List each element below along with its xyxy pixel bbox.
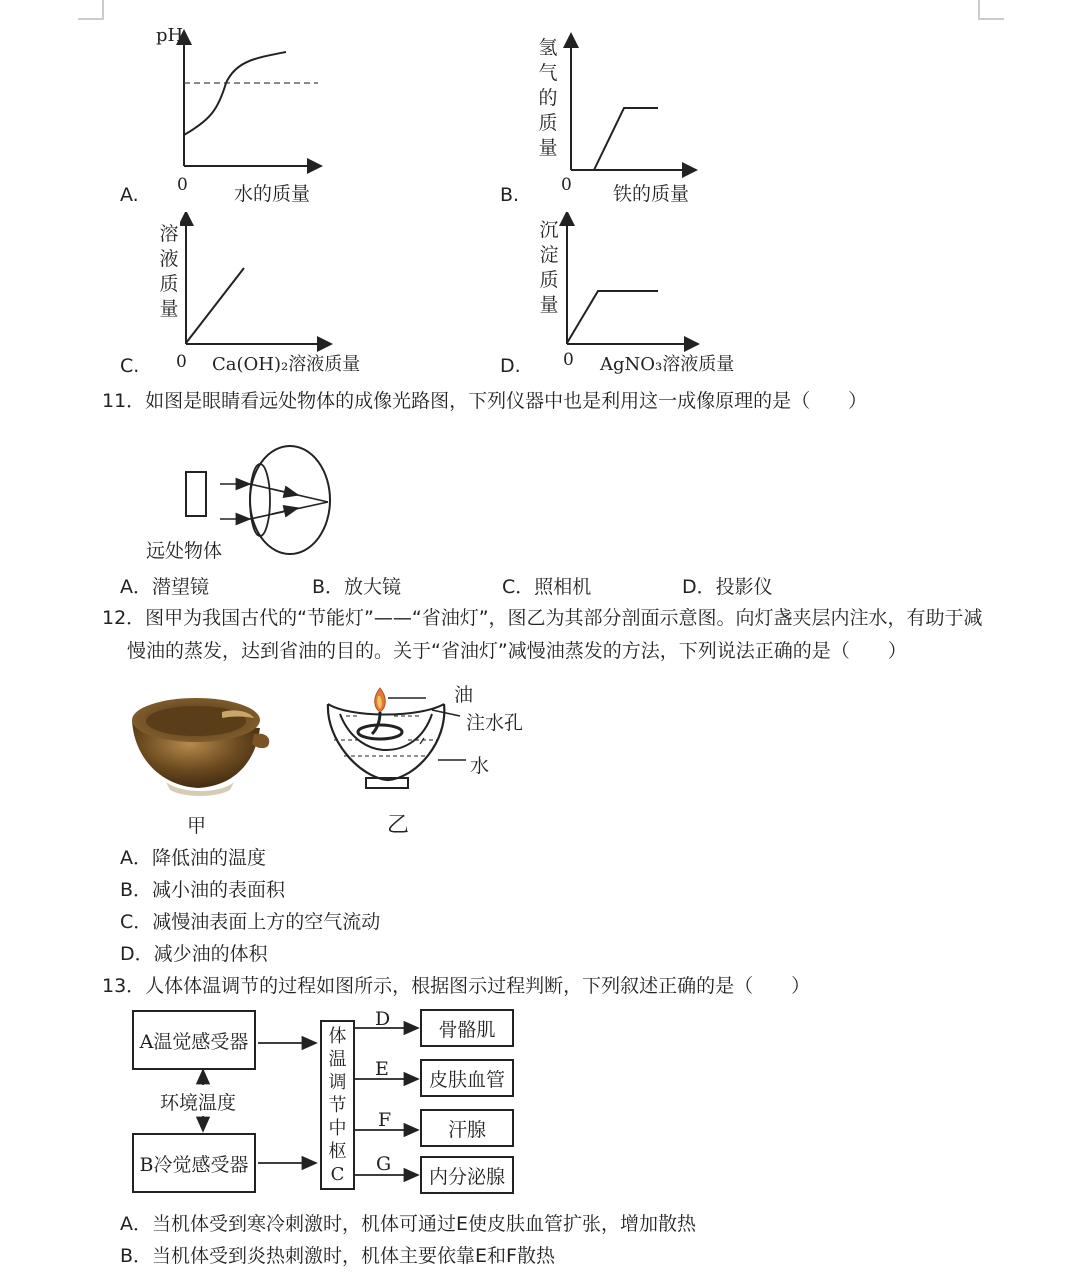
graph-a-curve bbox=[184, 52, 286, 135]
box-skeletal-muscle: 骨骼肌 bbox=[420, 1009, 514, 1047]
corner-mark-right bbox=[978, 0, 1004, 20]
graph-d-option: D. bbox=[500, 355, 521, 377]
ray-top-arrow bbox=[272, 489, 298, 495]
center-char-1: 体 bbox=[328, 1025, 347, 1047]
lens bbox=[250, 464, 270, 536]
q11-option-a[interactable]: A．潜望镜 bbox=[120, 576, 209, 598]
q11-option-b[interactable]: B．放大镜 bbox=[312, 576, 402, 598]
env-temperature: 环境温度 bbox=[160, 1092, 237, 1114]
q13-option-b[interactable]: B．当机体受到炎热刺激时，机体主要依靠E和F散热 bbox=[120, 1245, 555, 1267]
graph-c-option: C. bbox=[120, 355, 140, 377]
graph-a-origin: 0 bbox=[177, 175, 188, 195]
oil-lamp-photo bbox=[126, 688, 276, 800]
graph-b-y-char-3: 的 bbox=[538, 87, 558, 109]
graph-d-y-label bbox=[538, 218, 560, 318]
graph-b-y-char-1: 氢 bbox=[538, 37, 558, 59]
graph-d-svg bbox=[540, 212, 720, 352]
q11-option-c[interactable]: C．照相机 bbox=[502, 576, 592, 598]
lamp-cross-section-svg bbox=[320, 670, 540, 800]
graph-d-y-char-4: 量 bbox=[539, 294, 559, 316]
ray-bottom-arrow bbox=[272, 508, 298, 514]
leader-hole bbox=[432, 710, 460, 716]
corner-mark-left bbox=[78, 0, 104, 20]
arrow-label-e: E bbox=[375, 1058, 389, 1080]
fig-yi-label: 乙 bbox=[387, 813, 410, 838]
graph-d-y-char-3: 质 bbox=[539, 269, 559, 291]
q12-option-c[interactable]: C．减慢油表面上方的空气流动 bbox=[120, 911, 381, 933]
graph-d bbox=[540, 212, 720, 352]
graph-c-origin: 0 bbox=[176, 352, 187, 372]
object-rectangle bbox=[186, 472, 206, 516]
center-char-7: C bbox=[330, 1163, 345, 1185]
graph-d-curve bbox=[567, 291, 658, 343]
graph-c-y-char-3: 质 bbox=[159, 273, 179, 295]
eye-figure-label: 远处物体 bbox=[146, 540, 223, 562]
q11-option-d[interactable]: D．投影仪 bbox=[682, 576, 773, 598]
graph-b-y-char-5: 量 bbox=[538, 137, 558, 159]
graph-c bbox=[180, 212, 350, 352]
graph-c-svg bbox=[180, 212, 350, 352]
q12-stem-line2: 慢油的蒸发，达到省油的目的。关于“省油灯”减慢油蒸发的方法，下列说法正确的是（ ） bbox=[127, 640, 907, 662]
graph-d-origin: 0 bbox=[563, 350, 574, 370]
fig-jia-label: 甲 bbox=[187, 815, 207, 837]
graph-c-y-label bbox=[158, 222, 180, 322]
arrow-label-g: G bbox=[376, 1153, 392, 1175]
q12-option-b[interactable]: B．减小油的表面积 bbox=[120, 879, 286, 901]
center-char-2: 温 bbox=[328, 1048, 347, 1070]
q12-option-a[interactable]: A．降低油的温度 bbox=[120, 847, 266, 869]
oil-surface bbox=[358, 725, 402, 739]
label-oil: 油 bbox=[454, 684, 474, 706]
graph-a-x-label: 水的质量 bbox=[234, 183, 311, 205]
q12-stem-line1: 12．图甲为我国古代的“节能灯”——“省油灯”，图乙为其部分剖面示意图。向灯盏夹层内注水，有助于减 bbox=[102, 607, 983, 629]
graph-b-origin: 0 bbox=[561, 175, 572, 195]
box-cold-receptor: B冷觉感受器 bbox=[132, 1133, 256, 1193]
graph-b-y-char-4: 质 bbox=[538, 112, 558, 134]
graph-b-option: B. bbox=[500, 184, 520, 206]
arrow-label-d: D bbox=[375, 1008, 391, 1030]
oil-lamp-photo-svg bbox=[126, 688, 276, 800]
graph-b-y-label bbox=[537, 36, 559, 161]
lamp-cross-section bbox=[320, 670, 540, 800]
box-endocrine-gland: 内分泌腺 bbox=[420, 1156, 514, 1194]
q12-option-d[interactable]: D．减少油的体积 bbox=[120, 943, 268, 965]
graph-c-y-char-2: 液 bbox=[159, 248, 179, 270]
q13-option-a[interactable]: A．当机体受到寒冷刺激时，机体可通过E使皮肤血管扩张，增加散热 bbox=[120, 1213, 697, 1235]
graph-d-y-char-2: 淀 bbox=[539, 244, 559, 266]
label-water: 水 bbox=[470, 755, 490, 777]
graph-b-y-char-2: 气 bbox=[538, 62, 558, 84]
center-char-5: 中 bbox=[328, 1117, 347, 1139]
graph-b-svg bbox=[540, 30, 720, 180]
graph-a-option: A. bbox=[120, 184, 139, 206]
graph-d-y-char-1: 沉 bbox=[539, 219, 559, 241]
graph-b-curve bbox=[594, 108, 658, 170]
box-thermoregulation-center bbox=[320, 1020, 355, 1190]
q13-stem: 13．人体体温调节的过程如图所示，根据图示过程判断，下列叙述正确的是（ ） bbox=[102, 975, 811, 997]
inner-shell-top bbox=[328, 704, 444, 715]
graph-c-x-label: Ca(OH)₂溶液质量 bbox=[212, 354, 361, 375]
water-tick bbox=[420, 738, 424, 744]
graph-c-y-char-4: 量 bbox=[159, 298, 179, 320]
graph-d-x-label: AgNO₃溶液质量 bbox=[600, 354, 735, 375]
box-skin-vessels: 皮肤血管 bbox=[420, 1059, 514, 1097]
inner-shell-bottom bbox=[340, 714, 432, 750]
arrow-label-f: F bbox=[378, 1109, 392, 1131]
q11-stem: 11．如图是眼睛看远处物体的成像光路图，下列仪器中也是利用这一成像原理的是（ ） bbox=[102, 390, 868, 412]
graph-b bbox=[540, 30, 720, 180]
box-warm-receptor: A温觉感受器 bbox=[132, 1010, 256, 1070]
graph-a-y-label: pH bbox=[156, 25, 184, 46]
box-sweat-gland: 汗腺 bbox=[420, 1109, 514, 1147]
center-char-6: 枢 bbox=[328, 1140, 347, 1162]
graph-b-x-label: 铁的质量 bbox=[613, 183, 690, 205]
label-water-hole: 注水孔 bbox=[466, 712, 524, 734]
graph-c-y-char-1: 溶 bbox=[159, 223, 179, 245]
center-char-4: 节 bbox=[328, 1094, 347, 1116]
graph-c-curve bbox=[186, 268, 244, 343]
center-char-3: 调 bbox=[328, 1071, 347, 1093]
